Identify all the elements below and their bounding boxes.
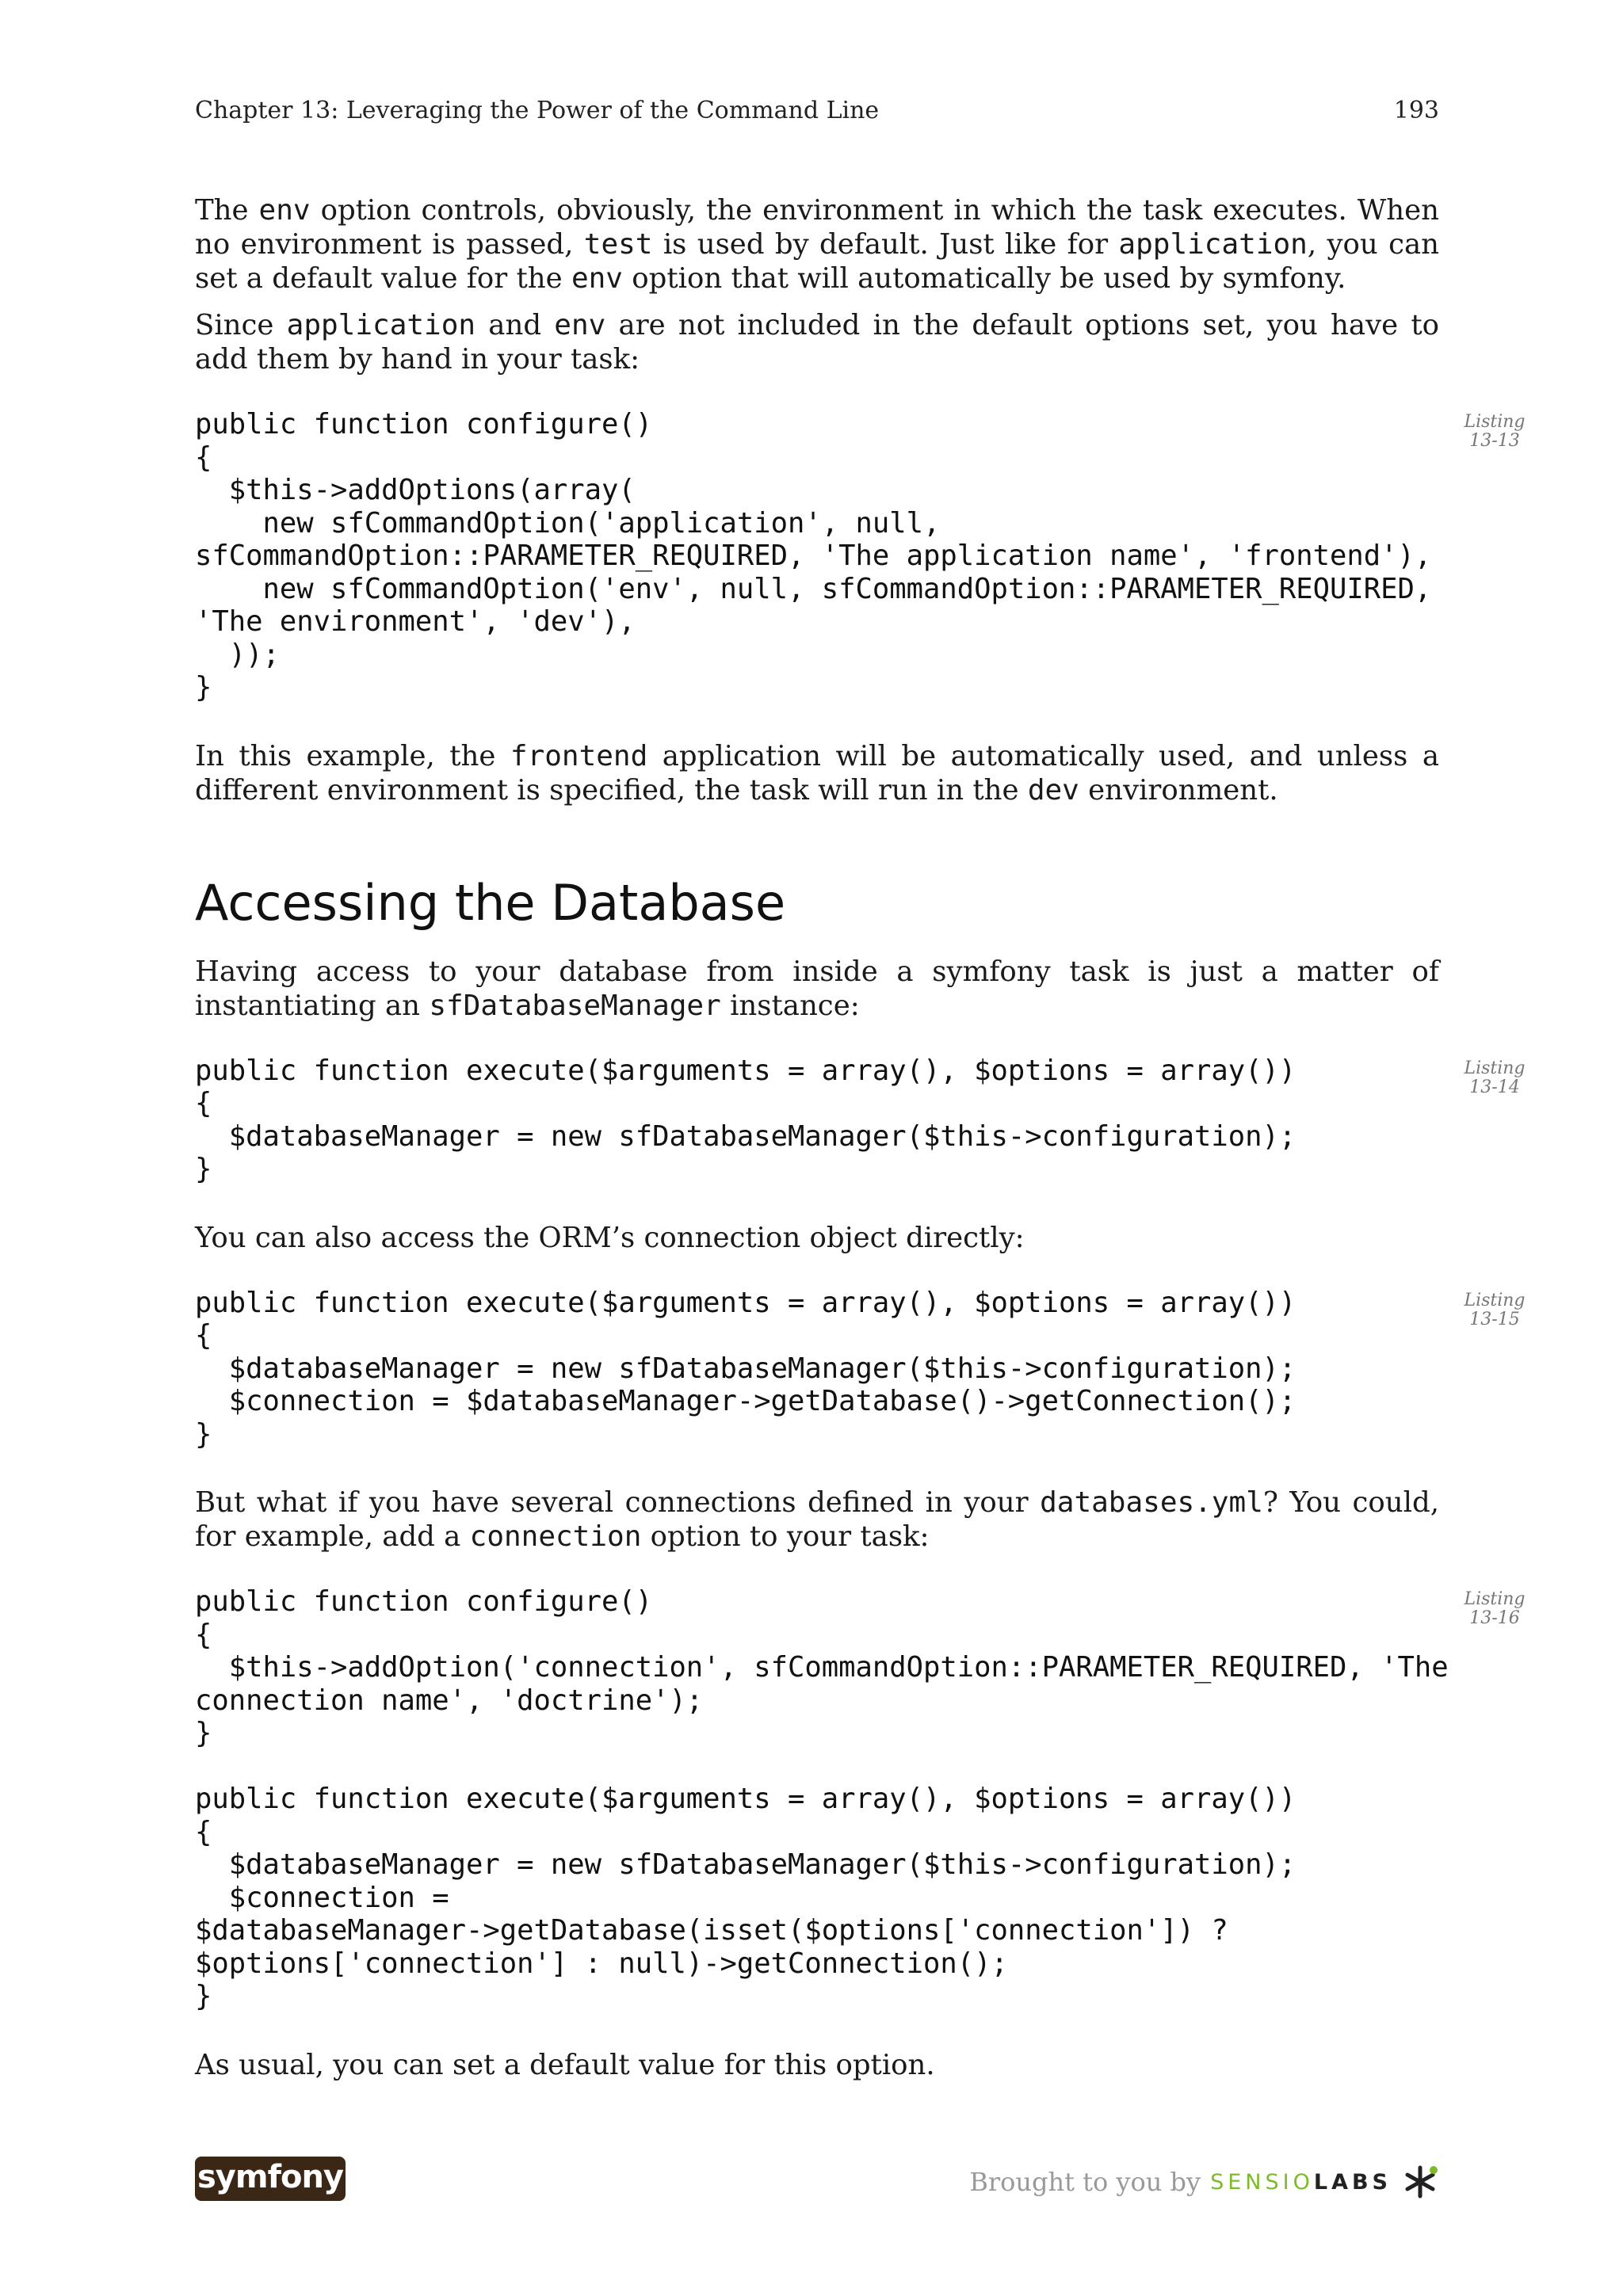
listing-label: Listing 13-16: [1464, 1589, 1526, 1628]
symfony-logo: symfony: [195, 2157, 346, 2201]
paragraph-frontend-example: In this example, the frontend application will be automatically used, and unless a different environment is specified, the task will run in the dev environment.: [195, 739, 1440, 807]
code-listing-13-14: [195, 1054, 1526, 1186]
paragraph-add-options: Since application and env are not included in the default options set, you have to add them by hand in your task:: [195, 309, 1439, 376]
sensiolabs-asterisk-icon: [1401, 2163, 1439, 2201]
page-content: [195, 193, 1526, 2095]
section-heading: Accessing the Database: [195, 873, 786, 932]
listing-label: Listing 13-14: [1464, 1058, 1526, 1097]
code-listing-13-15: [195, 1286, 1526, 1451]
page-footer: [195, 2157, 1439, 2204]
code-text: public function execute($arguments = array(), $options = array()) { $databaseManager = new sfDatabaseManager($this->configuration); }: [195, 1054, 1296, 1185]
page-header: [195, 97, 1439, 132]
paragraph-several-connections: But what if you have several connections defined in your databases.yml? You could, for example, add a connection option to your task:: [195, 1486, 1439, 1553]
listing-label: Listing 13-15: [1464, 1290, 1526, 1329]
paragraph-database-access: Having access to your database from inside a symfony task is just a matter of instantiating an sfDatabaseManager instance:: [195, 955, 1439, 1022]
code-listing-13-16: [195, 1585, 1526, 2013]
paragraph-default-value: As usual, you can set a default value for this option.: [195, 2048, 935, 2081]
paragraph-orm-connection: You can also access the ORM’s connection object directly:: [195, 1221, 1025, 1254]
code-text: public function execute($arguments = array(), $options = array()) { $databaseManager = new sfDatabaseManager($this->configuration); $connection = $databaseManager->getDatabase()->getConnection(); }: [195, 1286, 1296, 1451]
code-text: public function configure() { $this->addOptions(array( new sfCommandOption('application', null, sfCommandOption::PARAMETER_REQUIRED, 'The application name', 'frontend'), new sfCommandOption('env', null, sfCommandOption::PARAMETER_REQUIRED, 'The environment', 'dev'), )); }: [195, 408, 1432, 704]
labs-text: LABS: [1313, 2169, 1392, 2195]
sensio-text: SENSIO: [1210, 2169, 1314, 2195]
paragraph-env-option: The env option controls, obviously, the environment in which the task executes. When no environment is passed, test is used by default. Just like for application, you can set a default value for the env option that will automatically be used by symfony.: [195, 194, 1439, 295]
listing-label: Listing 13-13: [1464, 412, 1526, 451]
chapter-title: Chapter 13: Leveraging the Power of the Command Line: [195, 97, 880, 124]
page-number: 193: [1393, 97, 1439, 124]
code-listing-13-13: [195, 408, 1526, 704]
sponsor-credit: [969, 2163, 1439, 2201]
brought-by-text: Brought to you by: [969, 2167, 1201, 2197]
code-text: public function configure() { $this->addOption('connection', sfCommandOption::PARAMETER_REQUIRED, 'The connection name', 'doctrine'); } public function execute($arguments = array(), $options = array()) { $databaseManager = new sfDatabaseManager($this->configuration); $connection = $databaseManager->getDatabase(isset($options['connection']) ? $options['connection'] : null)->getConnection(); }: [195, 1585, 1449, 2012]
